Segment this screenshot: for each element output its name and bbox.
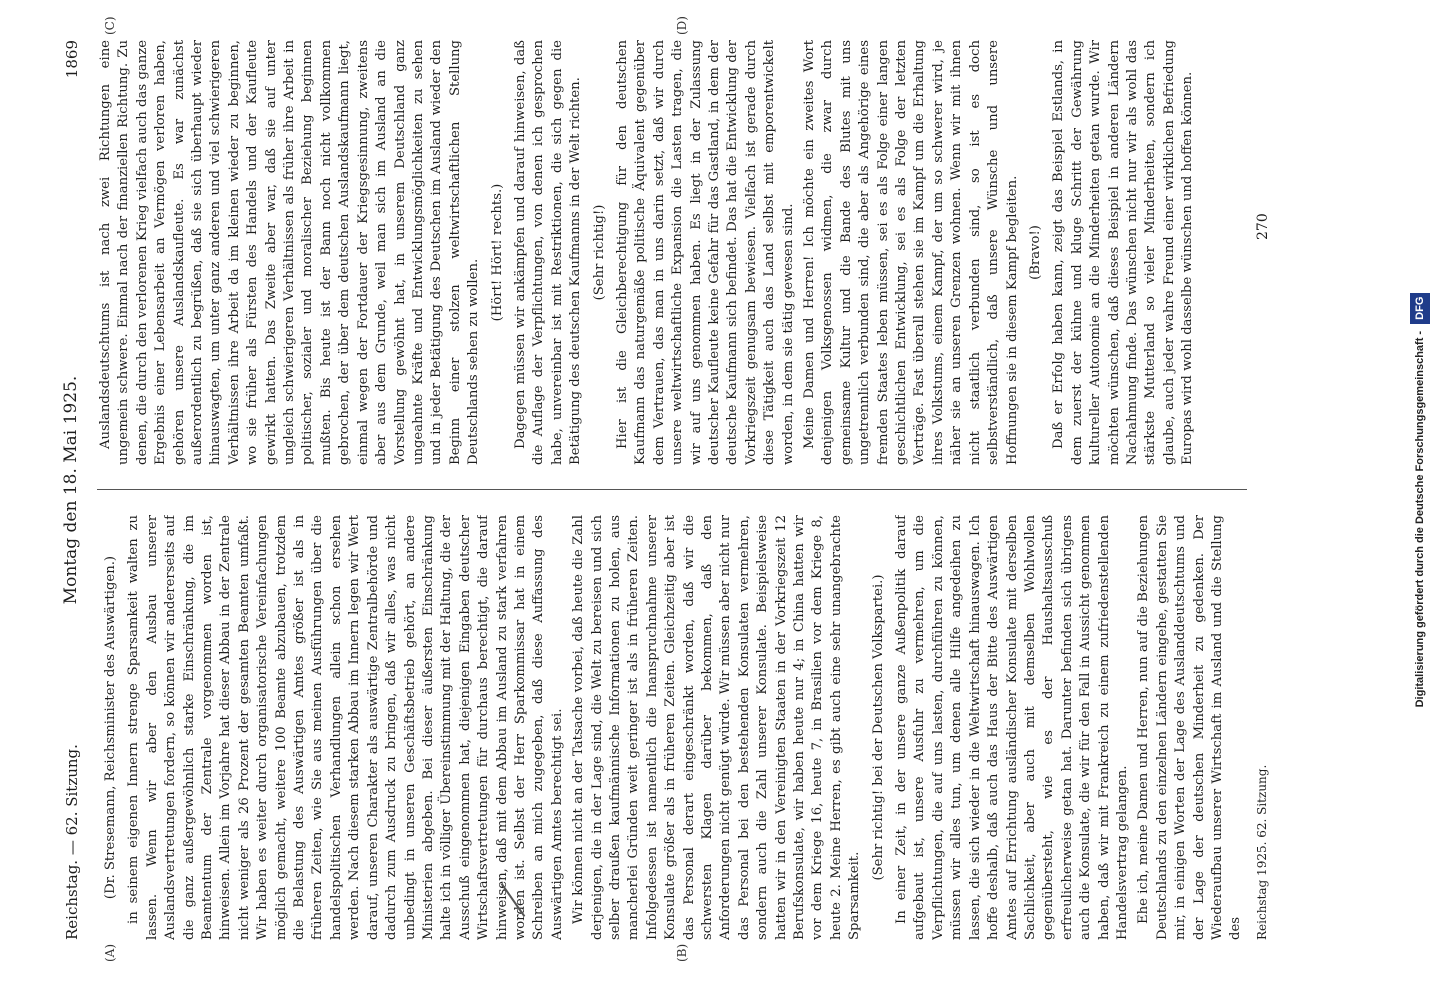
margin-mark-d: (D)	[675, 16, 689, 35]
paragraph: Meine Damen und Herren! Ich möchte ein zweites Wort denjenigen Volksgenossen widmen, die zwar durch gemeinsame Kultur und die Bande des Blutes mit uns ungetrennlich verbunden sind, die aber als Angehörige eines fremden Staates leben müssen, sei es als Folge einer langen geschichtlichen Entwicklung, sei es als Folge der letzten Verträge. Fast überall stehen sie im Kampf um die Erhaltung ihres Volkstums, einem Kampf, der um so schwerer wird, je näher sie an unseren Grenzen wohnen. Wenn wir mit ihnen nicht staatlich verbunden sind, so ist es doch selbstverständlich, daß unsere Wünsche und unsere Hoffnungen sie in diesem Kampf begleiten.	[802, 40, 1020, 465]
paragraph: Wir können nicht an der Tatsache vorbei, daß heute die Zahl derjenigen, die in der Lage sind, die Welt zu bereisen und sich selber draußen kaufmännische Informationen zu holen, aus mancherlei Gründen weit geringer ist als in früheren Zeiten. Infolgedessen ist namentlich die Inanspruchnahme unserer Konsulate größer als in früheren Zeiten. Gleichzeitig aber ist das Personal derart eingeschränkt worden, daß wir die schwersten Klagen darüber bekommen, daß den Anforderungen nicht genügt würde. Wir müssen aber nicht nur das Personal bei den bestehenden Konsulaten vermehren, sondern auch die Zahl unserer Konsulate. Beispielsweise hatten wir in den Vereinigten Staaten in der Vorkriegszeit 12 Berufskonsulate, wir haben heute nur 4; in China hatten wir vor dem Kriege 16, heute 7, in Brasilien vor dem Kriege 8, heute 2. Meine Herren, es gibt auch eine sehr unangebrachte Sparsamkeit.	[571, 515, 863, 940]
interjection: (Hört! Hört! rechts.)	[489, 183, 505, 322]
margin-mark-b: (B)	[675, 943, 689, 962]
right-column	[97, 40, 1247, 465]
footer-signature: Reichstag 1925. 62. Sitzung.	[1255, 764, 1269, 940]
paragraph: Ehe ich, meine Damen und Herren, nun auf die Beziehungen Deutschlands zu den einzelnen Ländern eingehe, gestatten Sie mir, in einigen Worten der Lage des Auslanddeutschtums und der Lage der deutschen Minderheit zu gedenken. Der Wiederaufbau unserer Wirtschaft im Ausland und die Stellung des	[1136, 515, 1244, 940]
dfg-logo-badge: DFG	[1410, 293, 1430, 324]
paragraph: Daß er Erfolg haben kann, zeigt das Beispiel Estlands, in dem zuerst der kühne und kluge Schritt der Gewährung kultureller Autonomie an die Minderheiten getan wurde. Wir möchten wünschen, daß dieses Beispiel in anderen Ländern Nachahmung finde. Das wünschen nicht nur wir als wohl das stärkste Mutterland so vieler Minderheiten, sondern ich glaube, auch jeder wahre Freund einer wirklichen Befriedung Europas wird wohl dasselbe wünschen und hoffen können.	[1051, 40, 1196, 465]
paragraph: Dagegen müssen wir ankämpfen und darauf hinweisen, daß die Auflage der Verpflichtungen, von denen ich gesprochen habe, unvereinbar ist mit Restriktionen, die sich gegen die Betätigung des deutschen Kaufmanns in der Welt richten.	[512, 40, 584, 465]
header-left: Reichstag. — 62. Sitzung.	[63, 744, 81, 940]
margin-mark-a: (A)	[103, 943, 117, 962]
margin-mark-c: (C)	[103, 16, 117, 35]
speaker-line: (Dr. Stresemann, Reichsminister des Auswärtigen.)	[103, 555, 118, 900]
rotated-page	[55, 16, 1345, 962]
left-column	[97, 515, 1247, 940]
header-date: Montag den 18. Mai 1925.	[61, 375, 81, 605]
interjection: (Sehr richtig!)	[591, 204, 607, 301]
interjection: (Sehr richtig! bei der Deutschen Volkspartei.)	[870, 574, 886, 881]
footer-page-number: 270	[1255, 213, 1271, 240]
page-header	[55, 40, 93, 940]
interjection: (Bravo!)	[1027, 225, 1043, 280]
text-columns	[97, 40, 1247, 940]
header-page-number: 1869	[63, 40, 81, 79]
dfg-sidebar-text: Digitalisierung gefördert durch die Deutsche Forschungsgemeinschaft -	[1414, 330, 1426, 708]
paragraph: Hier ist die Gleichberechtigung für den deutschen Kaufmann das naturgemäße politische Äquivalent gegenüber dem Vertrauen, das man in uns darin setzt, daß wir durch unsere weltwirtschaftliche Expansion die Lasten tragen, die wir auf uns genommen haben. Es liegt in der Zulassung deutscher Kaufleute keine Gefahr für das Gastland, in dem der deutsche Kaufmann sich befindet. Das hat die Entwicklung der Vorkriegszeit genugsam bewiesen. Vielfach ist gerade durch diese Tätigkeit auch das Land selbst mit emporentwickelt worden, in dem sie tätig gewesen sind.	[614, 40, 796, 465]
column-divider	[97, 489, 1247, 490]
paragraph: In einer Zeit, in der unsere ganze Außenpolitik darauf aufgebaut ist, unsere Ausfuhr zu vermehren, um die Verpflichtungen, die auf uns lasten, durchführen zu können, müssen wir alles tun, um denen alle Hilfe angedeihen zu lassen, die sich wieder in die Weltwirtschaft hinauswagen. Ich hoffe deshalb, daß auch das Haus der Bitte des Auswärtigen Amtes auf Errichtung ausländischer Konsulate mit derselben Sachlichkeit, aber auch mit demselben Wohlwollen gegenübersteht, wie es der Haushaltsausschuß erfreulicherweise getan hat. Darunter befinden sich übrigens auch die Konsulate, die wir für den Fall in Aussicht genommen haben, daß wir mit Frankreich zu einem zufriedenstellenden Handelsvertrag gelangen.	[894, 515, 1130, 940]
paragraph: in seinem eigenen Innern strenge Sparsamkeit walten zu lassen. Wenn wir aber den Ausbau unserer Auslandsvertretungen fordern, so können wir andererseits auf die ganz außergewöhnlich starke Einschränkung, die im Beamtentum der Zentrale vorgenommen worden ist, hinweisen. Allein im Vorjahre hat dieser Abbau in der Zentrale nicht weniger als 26 Prozent der gesamten Beamten umfaßt. Wir haben es weiter durch organisatorische Vereinfachungen möglich gemacht, weitere 100 Beamte abzubauen, trotzdem die Belastung des Auswärtigen Amtes größer ist als in früheren Zeiten, wie Sie aus meinen Ausführungen über die handelspolitischen Verhandlungen allein schon ersehen werden. Nach diesem starken Abbau im Innern legen wir Wert darauf, unseren Charakter als auswärtige Zentralbehörde und dadurch zum Ausdruck zu bringen, daß wir alles, was nicht unbedingt in unseren Geschäftsbetrieb gehört, an andere Ministerien abgeben. Bei dieser äußersten Einschränkung halte ich in völliger Übereinstimmung mit der Haltung, die der Ausschuß eingenommen hat, diejenigen Eingaben deutscher Wirtschaftsvertretungen für durchaus berechtigt, die darauf hinweisen, daß mit dem Abbau im Ausland zu stark verfahren worden ist. Selbst der Herr Sparkommissar hat in einem Schreiben an mich zugegeben, daß diese Auffassung des Auswärtigen Amtes berechtigt sei.	[126, 515, 565, 940]
paragraph: Auslandsdeutschtums ist nach zwei Richtungen eine ungemein schwere. Einmal nach der finanziellen Richtung. Zu denen, die durch den verlorenen Krieg vielfach auch das ganze Ergebnis einer Lebensarbeit an Vermögen verloren haben, gehören unsere Auslandskaufleute. Es war zunächst außerordentlich zu begrüßen, daß sie sich überhaupt wieder hinauswagten, um unter ganz anderen und viel schwierigeren Verhältnissen ihre Arbeit da im kleinen wieder zu beginnen, wo sie früher als Fürsten des Handels und der Kaufleute gewirkt hatten. Das Zweite aber war, daß sie auf unter ungleich schwierigeren Verhältnissen als früher ihre Arbeit in politischer, sozialer und moralischer Beziehung beginnen mußten. Bis heute ist der Bann noch nicht vollkommen gebrochen, der über dem deutschen Auslandskaufmann liegt, einmal wegen der Fortdauer der Kriegsgesinnung, zweitens aber aus dem Grunde, weil man sich im Ausland an die Vorstellung gewöhnt hat, in unserem Deutschland ganz ungeahnte Kräfte und Entwicklungsmöglichkeiten zu sehen und in jeder Betätigung des Deutschen im Ausland wieder den Beginn einer stolzen weltwirtschaftlichen Stellung Deutschlands sehen zu wollen.	[98, 40, 482, 465]
dfg-sidebar	[1410, 0, 1430, 1000]
